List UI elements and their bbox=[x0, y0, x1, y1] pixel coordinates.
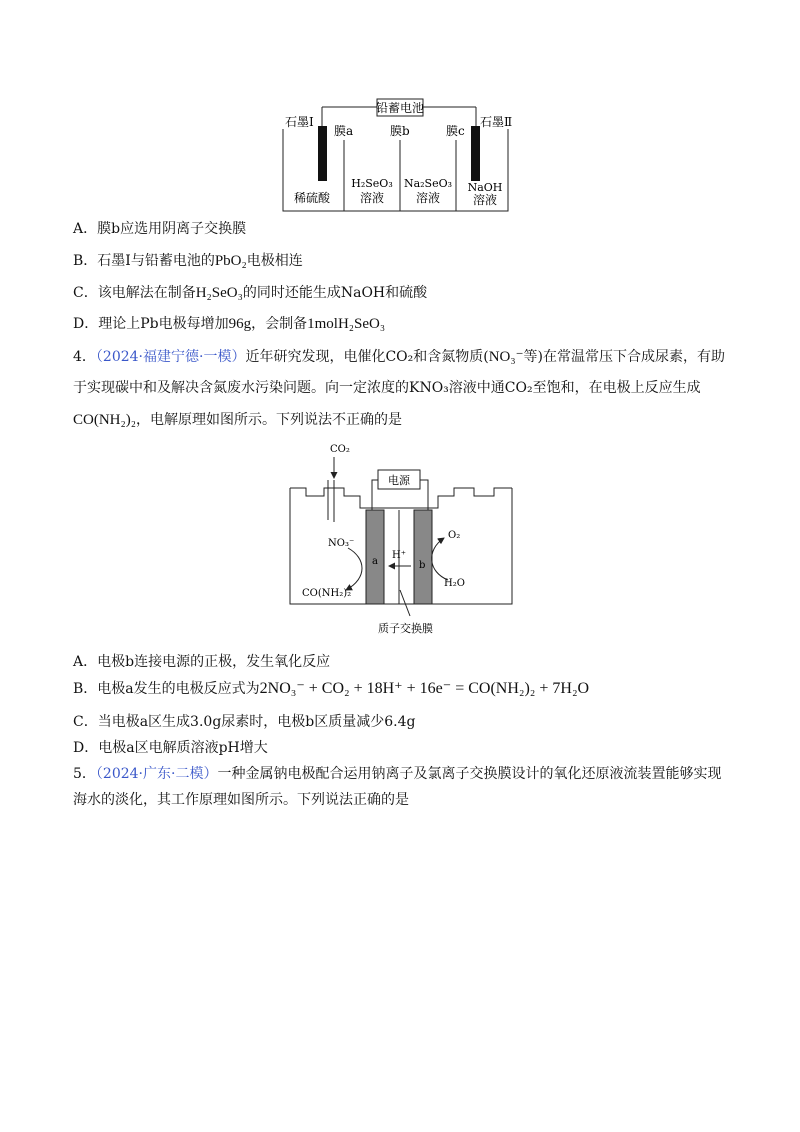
q3-option-a: A．膜b应选用阴离子交换膜 bbox=[73, 221, 247, 237]
zone-3-sub: 溶液 bbox=[415, 191, 441, 205]
electrolysis-cell-diagram-1 bbox=[280, 96, 520, 214]
q3-option-d-formula: 1molH₂SeO₃ bbox=[307, 316, 386, 332]
q5-stem-line-1 bbox=[73, 763, 721, 785]
q5-text-1: 一种金属钠电极配合运用钠离子及氯离子交换膜设计的氧化还原液流装置能够实现 bbox=[217, 766, 722, 782]
q4-urea-formula: CO(NH₂)₂ bbox=[73, 412, 136, 428]
q4-text-1a: 近年研究发现，电催化CO₂和含氮物质( bbox=[245, 349, 489, 365]
q4-option-c: C．当电极a区生成3.0g尿素时，电极b区质量减少6.4g bbox=[73, 714, 416, 730]
container-lid bbox=[290, 488, 512, 508]
graphite-2-electrode bbox=[471, 126, 480, 181]
electrode-a-label: a bbox=[372, 556, 378, 567]
h-plus-label: H⁺ bbox=[392, 550, 406, 561]
q4-option-d: D．电极a区电解质溶液pH增大 bbox=[73, 740, 268, 756]
q4-number: 4． bbox=[73, 349, 96, 365]
q3-option-c-post: 的同时还能生成NaOH和硫酸 bbox=[242, 285, 428, 301]
q3-option-d-mass: 96g bbox=[228, 316, 252, 332]
q3-option-b bbox=[73, 250, 303, 272]
q3-option-c bbox=[73, 282, 427, 304]
zone-2-formula: H₂SeO₃ bbox=[351, 177, 393, 190]
q4-stem-line-1 bbox=[73, 346, 725, 368]
q5-stem-line-2: 海水的淡化，其工作原理如图所示。下列说法正确的是 bbox=[73, 792, 409, 808]
q4-stem-line-3 bbox=[73, 409, 402, 431]
q4-text-3-post: ，电解原理如图所示。下列说法不正确的是 bbox=[135, 412, 402, 428]
q4-text-1b: 等)在常温常压下合成尿素，有助 bbox=[523, 349, 725, 365]
q3-option-d-mid: ，会制备 bbox=[251, 316, 308, 332]
q3-option-b-pre: B．石墨Ⅰ与铅蓄电池的 bbox=[73, 253, 215, 269]
q3-option-c-pre: C．该电解法在制备 bbox=[73, 285, 196, 301]
oxygen-label: O₂ bbox=[448, 530, 461, 541]
zone-2-sub: 溶液 bbox=[359, 191, 385, 205]
container bbox=[290, 488, 512, 604]
q4-source: （2024·福建宁德·一模） bbox=[95, 349, 246, 365]
zone-3-formula: Na₂SeO₃ bbox=[403, 177, 453, 190]
q3-option-b-post: 电极相连 bbox=[246, 253, 303, 269]
q3-option-b-formula: PbO₂ bbox=[214, 253, 247, 269]
nitrate-label: NO₃⁻ bbox=[328, 538, 355, 549]
membrane-a-label: 膜a bbox=[334, 124, 354, 138]
electrode-b-label: b bbox=[419, 560, 426, 571]
water-oxygen-arrow bbox=[432, 538, 448, 580]
nitrate-arrow bbox=[346, 548, 362, 590]
electrode-b bbox=[414, 510, 432, 604]
water-label: H₂O bbox=[444, 578, 465, 589]
battery-label: 铅蓄电池 bbox=[375, 101, 425, 115]
co2-label: CO₂ bbox=[330, 444, 350, 455]
urea-electrolysis-diagram bbox=[288, 440, 528, 640]
graphite-2-label: 石墨Ⅱ bbox=[480, 115, 513, 129]
q4-option-b-pre: B．电极a发生的电极反应式为 bbox=[73, 681, 260, 697]
q3-option-d-pre: D．理论上Pb电极每增加 bbox=[73, 316, 229, 332]
q5-source: （2024·广东·二模） bbox=[95, 766, 218, 782]
q3-option-c-formula: H₂SeO₃ bbox=[195, 285, 243, 301]
zone-1-label: 稀硫酸 bbox=[293, 191, 331, 205]
power-source-label: 电源 bbox=[388, 474, 410, 487]
membrane-c-label: 膜c bbox=[446, 124, 465, 138]
membrane-b-label: 膜b bbox=[390, 124, 410, 138]
graphite-1-electrode bbox=[318, 126, 327, 181]
q4-option-b-equation: 2NO₃⁻ + CO₂ + 18H⁺ + 16e⁻ = CO(NH₂)₂ + 7H₂O bbox=[259, 680, 590, 697]
urea-label: CO(NH₂)₂ bbox=[302, 588, 352, 599]
zone-4-formula: NaOH bbox=[467, 181, 503, 194]
q4-nitrate-formula: NO₃⁻ bbox=[488, 349, 524, 365]
q3-option-d bbox=[73, 313, 385, 335]
graphite-1-label: 石墨Ⅰ bbox=[285, 115, 314, 129]
q4-option-a: A．电极b连接电源的正极，发生氧化反应 bbox=[73, 654, 331, 670]
q4-option-b bbox=[73, 678, 589, 700]
zone-4-sub: 溶液 bbox=[472, 193, 498, 207]
q4-stem-line-2: 于实现碳中和及解决含氮废水污染问题。向一定浓度的KNO₃溶液中通CO₂至饱和，在电极上反应生成 bbox=[73, 380, 701, 396]
q5-number: 5． bbox=[73, 766, 96, 782]
membrane-caption: 质子交换膜 bbox=[378, 622, 433, 635]
